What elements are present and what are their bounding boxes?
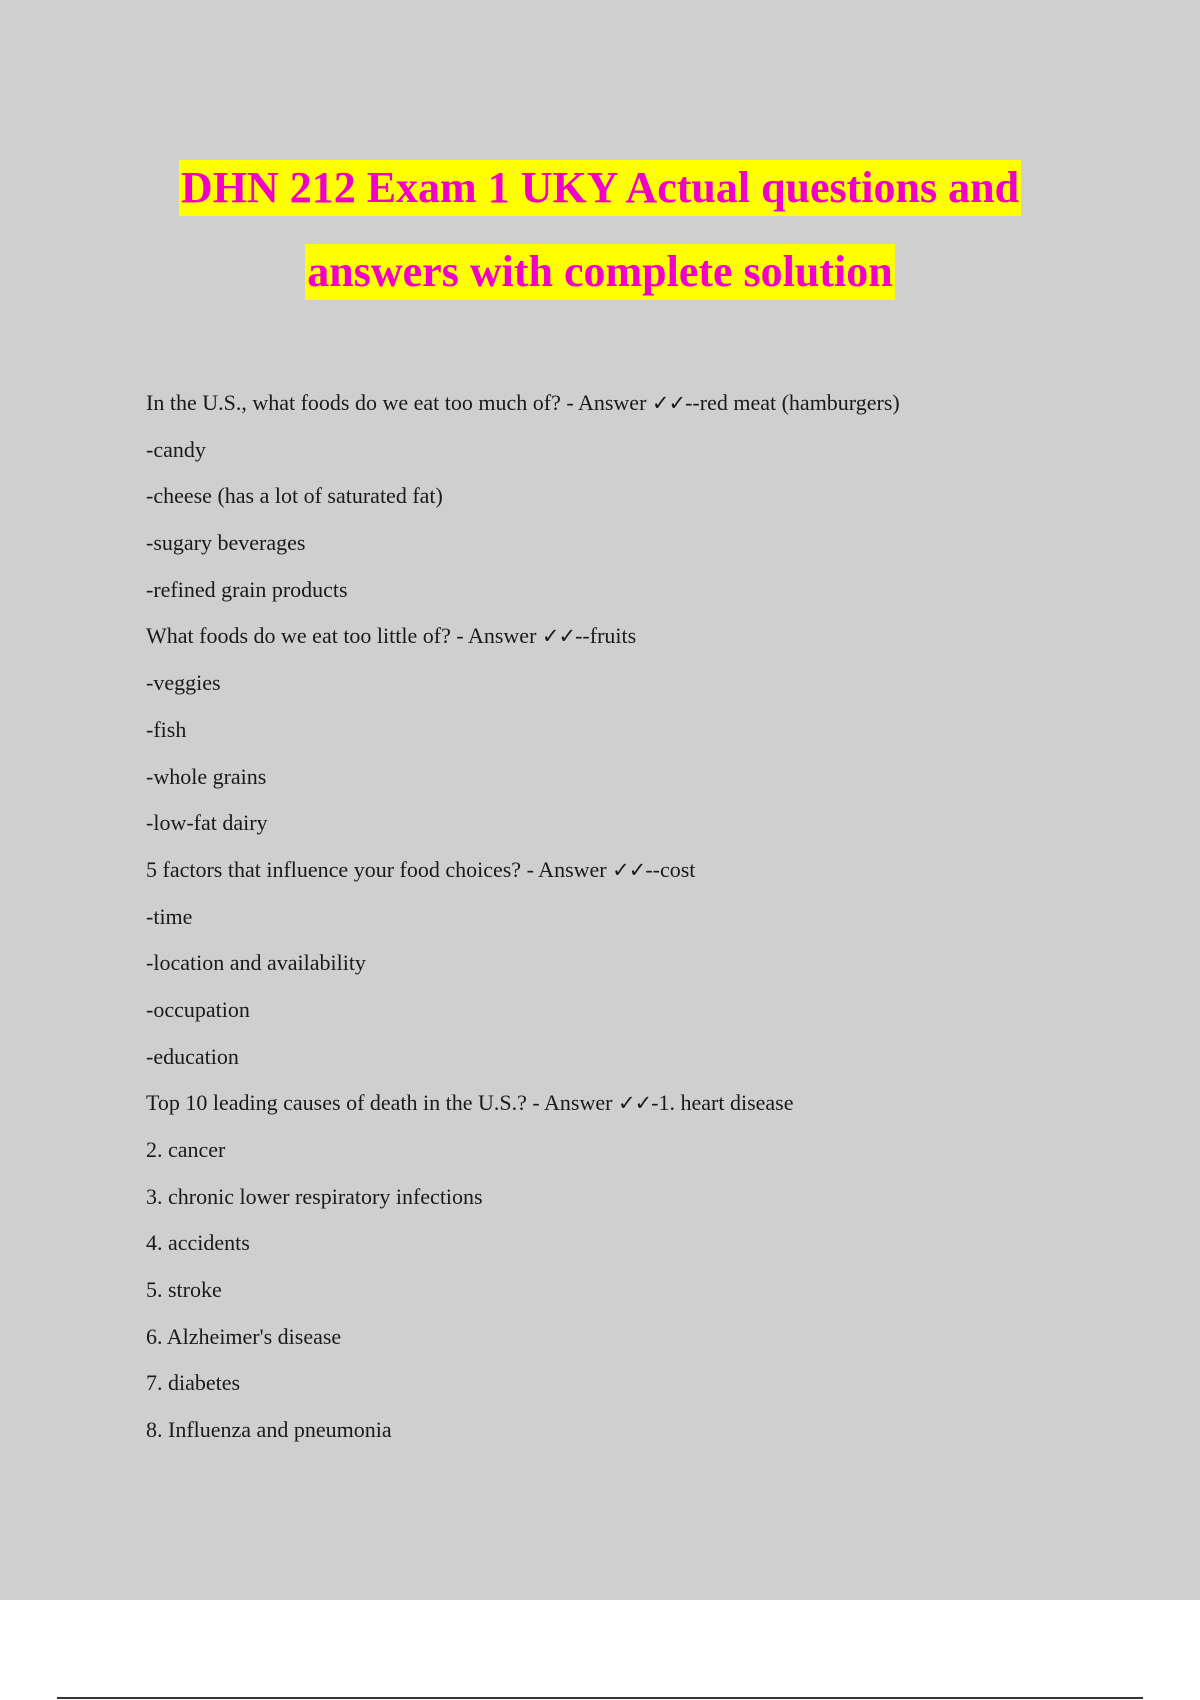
answer-line: -veggies: [146, 670, 221, 696]
answer-line: -cheese (has a lot of saturated fat): [146, 483, 443, 509]
double-check-icon: ✓✓: [541, 624, 576, 649]
answer-line: -time: [146, 903, 193, 929]
double-check-icon: ✓✓: [612, 857, 646, 882]
question-line: Top 10 leading causes of death in the U.S.? - Answer ✓✓-1. heart disease: [146, 1090, 794, 1116]
document-body: [146, 380, 1146, 1454]
answer-line: 8. Influenza and pneumonia: [146, 1417, 392, 1443]
title-line-1: DHN 212 Exam 1 UKY Actual questions and: [179, 160, 1021, 216]
double-check-icon: ✓✓: [617, 1091, 652, 1116]
answer-line: -sugary beverages: [146, 530, 306, 556]
question-line: 5 factors that influence your food choices? - Answer ✓✓--cost: [146, 856, 696, 882]
answer-line: 3. chronic lower respiratory infections: [146, 1183, 483, 1209]
answer-line: -occupation: [146, 996, 250, 1022]
answer-line: 6. Alzheimer's disease: [146, 1323, 342, 1349]
document-title: [0, 160, 1200, 300]
footer-divider: [57, 1697, 1143, 1699]
answer-line: -education: [146, 1043, 239, 1069]
answer-line: -whole grains: [146, 763, 267, 789]
answer-line: 5. stroke: [146, 1277, 222, 1303]
double-check-icon: ✓✓: [651, 391, 686, 415]
answer-line: 4. accidents: [146, 1230, 250, 1256]
answer-line: -fish: [146, 716, 187, 742]
answer-line: -refined grain products: [146, 576, 348, 602]
answer-line: 2. cancer: [146, 1137, 226, 1162]
answer-line: -low-fat dairy: [146, 810, 268, 836]
question-line: What foods do we eat too little of? - Answer ✓✓--fruits: [146, 623, 637, 649]
answer-line: -location and availability: [146, 950, 366, 976]
answer-line: 7. diabetes: [146, 1370, 241, 1396]
answer-line: -candy: [146, 436, 206, 462]
title-line-2: answers with complete solution: [305, 244, 894, 300]
question-line: In the U.S., what foods do we eat too much of? - Answer ✓✓--red meat (hamburgers): [146, 390, 900, 415]
